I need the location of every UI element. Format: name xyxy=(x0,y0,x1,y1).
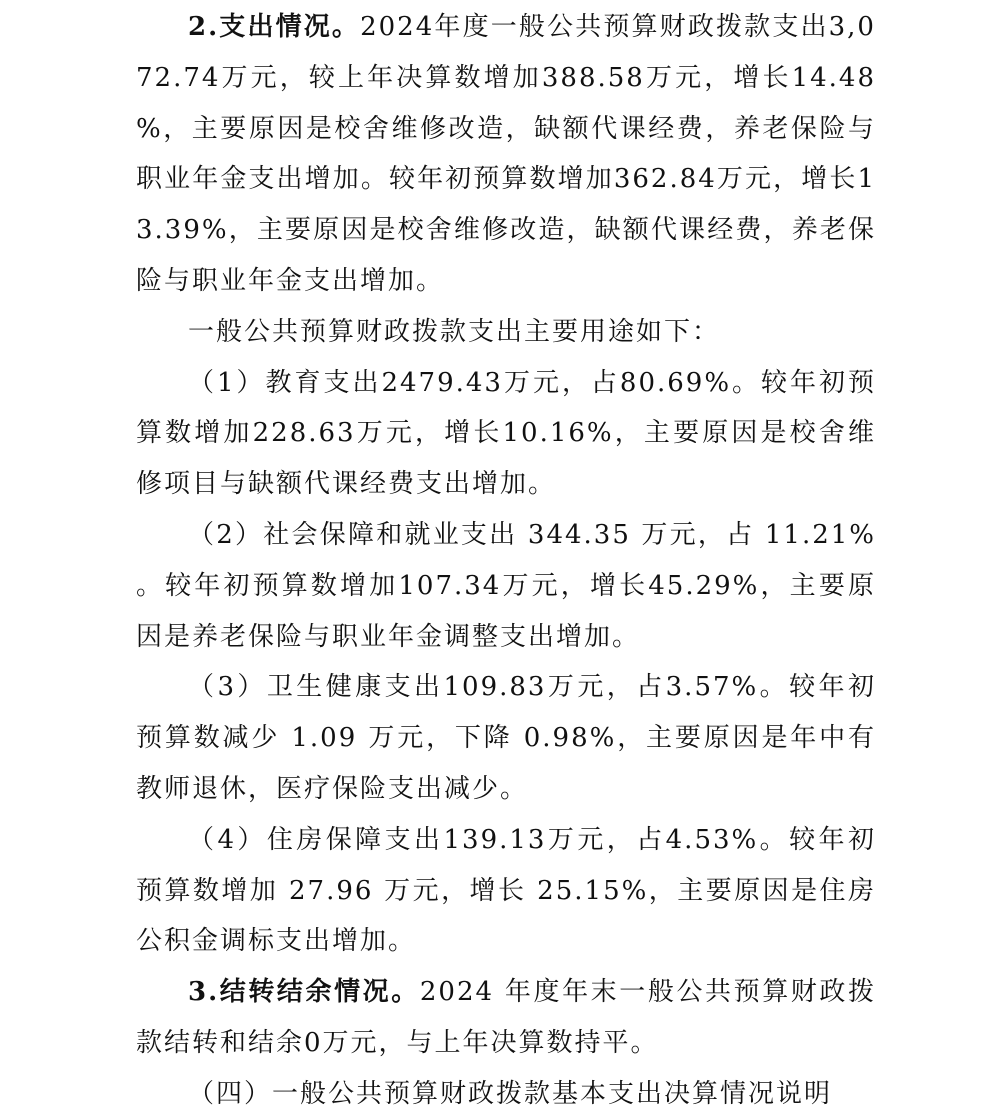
expenditure-paragraph xyxy=(136,2,876,307)
use-item-health: （3）卫生健康支出109.83万元，占3.57%。较年初预算数减少 1.09 万元，下降 0.98%，主要原因是年中有教师退休，医疗保险支出减少。 xyxy=(136,672,876,804)
next-section-heading: （四）一般公共预算财政拨款基本支出决算情况说明 xyxy=(188,1078,833,1109)
use-item-social-security: （2）社会保障和就业支出 344.35 万元，占 11.21%。较年初预算数增加107.34万元，增长45.29%，主要原因是养老保险与职业年金调整支出增加。 xyxy=(136,519,876,652)
expenditure-heading: 2.支出情况。 xyxy=(188,12,361,42)
use-item-education: （1）教育支出2479.43万元，占80.69%。较年初预算数增加228.63万元，增长10.16%，主要原因是校舍维修项目与缺额代课经费支出增加。 xyxy=(136,367,876,500)
use-item-housing: （4）住房保障支出139.13万元，占4.53%。较年初预算数增加 27.96 万元，增长 25.15%，主要原因是住房公积金调标支出增加。 xyxy=(136,824,876,957)
expenditure-text: 2024年度一般公共预算财政拨款支出3,072.74万元，较上年决算数增加388.58万元，增长14.48%，主要原因是校舍维修改造，缺额代课经费，养老保险与职业年金支出增加。较年初预算数增加362.84万元，增长13.39%，主要原因是校舍维修改造，缺额代课经费，养老保险与职业年金支出增加。 xyxy=(136,12,876,296)
carryover-heading: 3.结转结余情况。 xyxy=(188,977,420,1008)
document-page xyxy=(136,0,876,1120)
carryover-text: 2024 年度年末一般公共预算财政拨款结转和结余0万元，与上年决算数持平。 xyxy=(136,977,876,1058)
uses-intro-paragraph: 一般公共预算财政拨款支出主要用途如下： xyxy=(188,316,721,347)
carryover-paragraph xyxy=(136,967,876,1069)
